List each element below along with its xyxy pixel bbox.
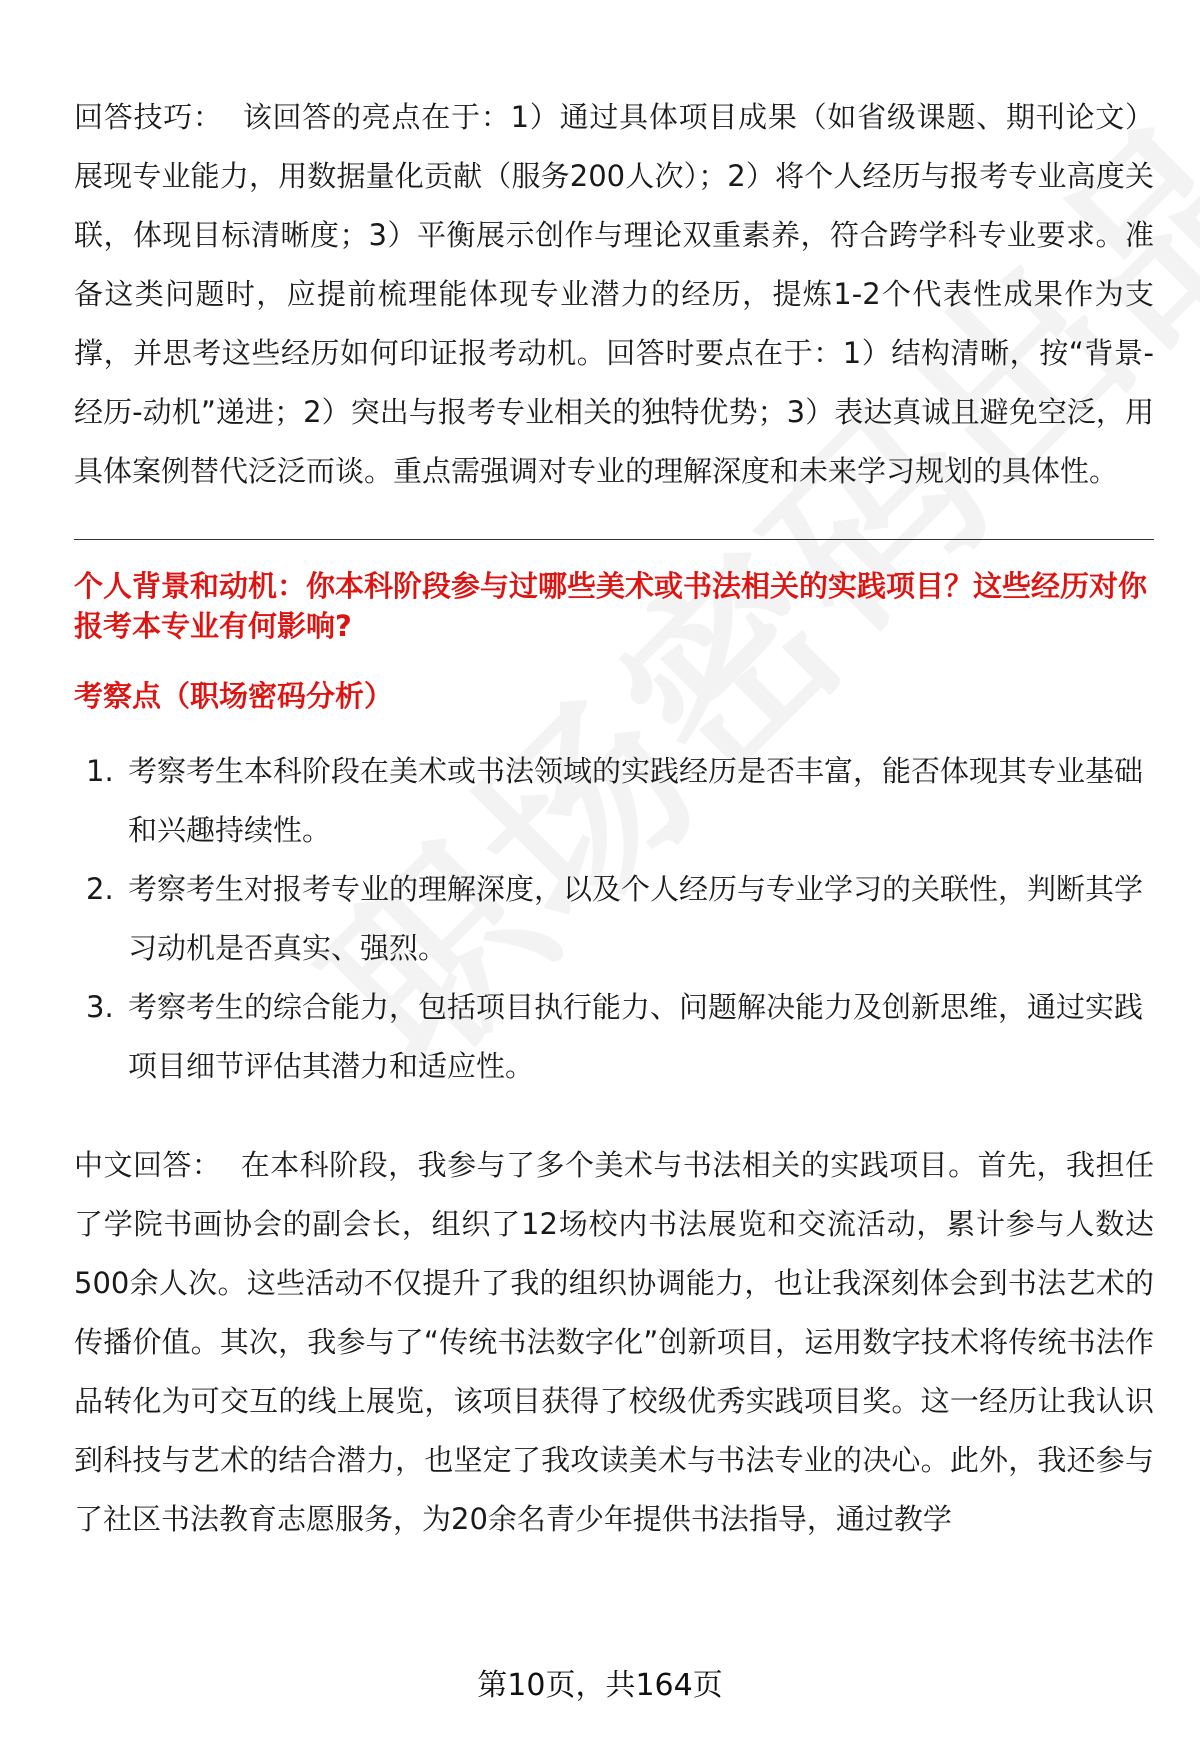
question-heading: 个人背景和动机：你本科阶段参与过哪些美术或书法相关的实践项目？这些经历对你报考本专业有何影响? bbox=[74, 569, 1148, 643]
answer-paragraph bbox=[74, 1136, 1154, 1549]
analysis-list bbox=[74, 742, 1154, 1096]
tips-text: 该回答的亮点在于：1）通过具体项目成果（如省级课题、期刊论文）展现专业能力，用数据量化贡献（服务200人次）；2）将个人经历与报考专业高度关联，体现目标清晰度；3）平衡展示创作与理论双重素养，符合跨学科专业要求。准备这类问题时，应提前梳理能体现专业潜力的经历，提炼1-2个代表性成果作为支撑，并思考这些经历如何印证报考动机。回答时要点在于：1）结构清晰，按“背景-经历-动机”递进；2）突出与报考专业相关的独特优势；3）表达真诚且避免空泛，用具体案例替代泛泛而谈。重点需强调对专业的理解深度和未来学习规划的具体性。 bbox=[74, 100, 1154, 488]
list-item bbox=[74, 860, 1154, 978]
list-item bbox=[74, 742, 1154, 860]
list-item-text: 考察考生本科阶段在美术或书法领域的实践经历是否丰富，能否体现其专业基础和兴趣持续性。 bbox=[128, 754, 1144, 847]
tips-label: 回答技巧： bbox=[74, 100, 223, 134]
list-item-text: 考察考生对报考专业的理解深度，以及个人经历与专业学习的关联性，判断其学习动机是否真实、强烈。 bbox=[128, 872, 1144, 965]
page-content bbox=[74, 88, 1154, 1549]
answer-text: 在本科阶段，我参与了多个美术与书法相关的实践项目。首先，我担任了学院书画协会的副会长，组织了12场校内书法展览和交流活动，累计参与人数达500余人次。这些活动不仅提升了我的组织协调能力，也让我深刻体会到书法艺术的传播价值。其次，我参与了“传统书法数字化”创新项目，运用数字技术将传统书法作品转化为可交互的线上展览，该项目获得了校级优秀实践项目奖。这一经历让我认识到科技与艺术的结合潜力，也坚定了我攻读美术与书法专业的决心。此外，我还参与了社区书法教育志愿服务，为20余名青少年提供书法指导，通过教学 bbox=[74, 1148, 1154, 1536]
tips-paragraph bbox=[74, 88, 1154, 501]
list-item-number: 3. bbox=[86, 990, 114, 1024]
analysis-title: 考察点（职场密码分析） bbox=[74, 679, 394, 713]
page-number: 第10页，共164页 bbox=[477, 1668, 723, 1703]
list-item-text: 考察考生的综合能力，包括项目执行能力、问题解决能力及创新思维，通过实践项目细节评估其潜力和适应性。 bbox=[128, 990, 1144, 1083]
answer-label: 中文回答： bbox=[74, 1148, 222, 1182]
list-item-number: 1. bbox=[86, 754, 114, 788]
list-item bbox=[74, 978, 1154, 1096]
section-divider bbox=[74, 539, 1154, 540]
list-item-number: 2. bbox=[86, 872, 114, 906]
